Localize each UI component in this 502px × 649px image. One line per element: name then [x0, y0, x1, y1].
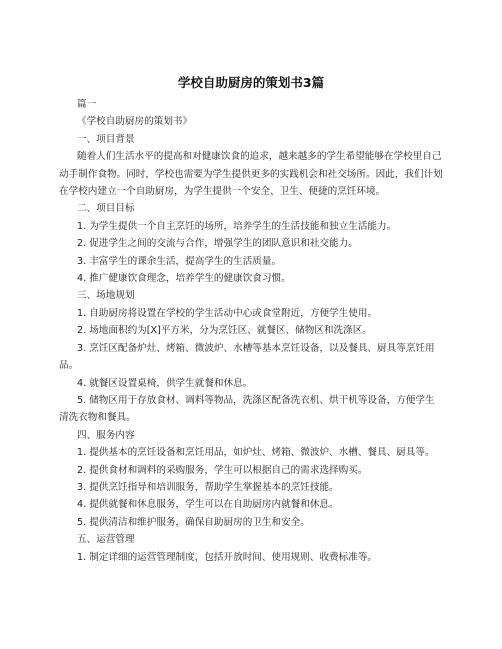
goal-item-3: 3. 丰富学生的课余生活，提高学生的生活质量。	[77, 255, 282, 267]
section-label: 篇一	[77, 99, 97, 110]
site-item-2: 2. 场地面积约为[X]平方米，分为烹饪区、就餐区、储物区和洗涤区。	[77, 325, 372, 337]
paragraph-background: 随着人们生活水平的提高和对健康饮食的追求，越来越多的学生希望能够在学校里自己动手制作食物。同时，学校也需要为学生提供更多的实践机会和社交场所。因此，我们计划在学校内建立一个自助厨房，为学生提供一个安全、卫生、便捷的烹饪环境。	[59, 151, 443, 198]
service-item-5: 5. 提供清洁和维护服务，确保自助厨房的卫生和安全。	[77, 516, 310, 528]
heading-site: 三、场地规划	[77, 290, 135, 302]
operations-item-1: 1. 制定详细的运营管理制度，包括开放时间、使用规则、收费标准等。	[77, 551, 378, 563]
heading-goals: 二、项目目标	[77, 203, 135, 215]
goal-item-4: 4. 推广健康饮食理念，培养学生的健康饮食习惯。	[77, 273, 291, 285]
heading-background: 一、项目背景	[77, 133, 135, 145]
service-item-2: 2. 提供食材和调料的采购服务，学生可以根据自己的需求选择购买。	[77, 464, 368, 476]
heading-operations: 五、运营管理	[77, 534, 135, 546]
goal-item-2: 2. 促进学生之间的交流与合作，增强学生的团队意识和社交能力。	[77, 238, 358, 250]
sub-title: 《学校自助厨房的策划书》	[77, 116, 193, 128]
service-item-3: 3. 提供烹饪指导和培训服务，帮助学生掌握基本的烹饪技能。	[77, 481, 339, 493]
service-item-1: 1. 提供基本的烹饪设备和烹饪用品，如炉灶、烤箱、微波炉、水槽、餐具、厨具等。	[77, 447, 435, 459]
document-title: 学校自助厨房的策划书3篇	[177, 75, 325, 90]
site-item-3: 3. 烹饪区配备炉灶、烤箱、微波炉、水槽等基本烹饪设备，以及餐具、厨具等烹饪用品。	[59, 342, 435, 372]
site-item-4: 4. 就餐区设置桌椅，供学生就餐和休息。	[77, 377, 253, 389]
heading-services: 四、服务内容	[77, 429, 135, 441]
service-item-4: 4. 提供就餐和休息服务，学生可以在自助厨房内就餐和休息。	[77, 499, 339, 511]
site-item-5: 5. 储物区用于存放食材、调料等物品，洗涤区配备洗衣机、烘干机等设备，方便学生清洗衣物和餐具。	[59, 394, 435, 424]
document-body	[59, 96, 443, 566]
site-item-1: 1. 自助厨房将设置在学校的学生活动中心或食堂附近，方便学生使用。	[77, 307, 378, 319]
goal-item-1: 1. 为学生提供一个自主烹饪的场所，培养学生的生活技能和独立生活能力。	[77, 220, 397, 232]
